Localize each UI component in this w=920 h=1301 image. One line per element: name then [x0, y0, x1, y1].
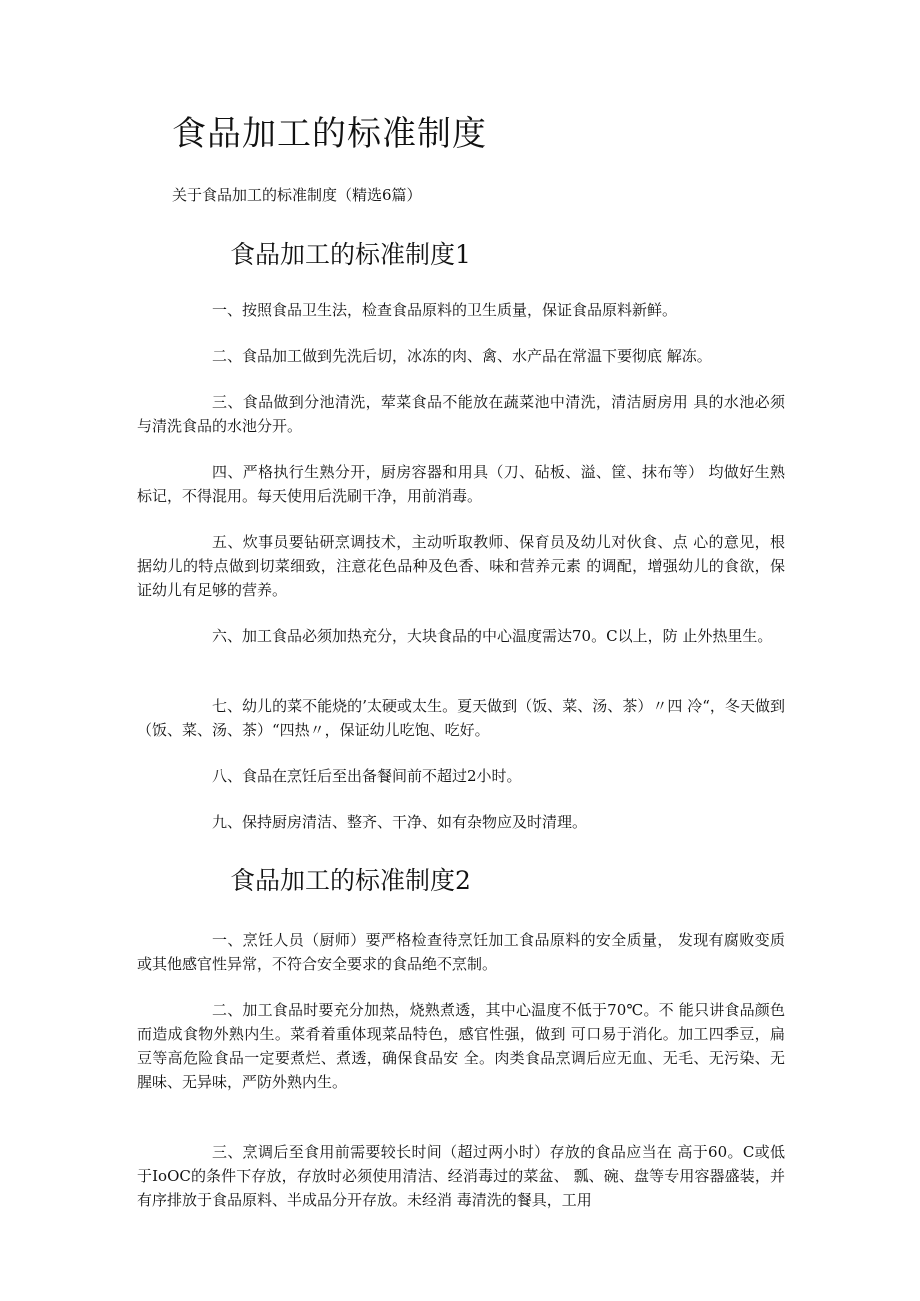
paragraph: 九、保持厨房清洁、整齐、干净、如有杂物应及时清理。 — [212, 813, 588, 831]
paragraph: 三、食品做到分池清洗，荤菜食品不能放在蔬菜池中清洗，清洁厨房用 具的水池必须与清洗食品的水池分开。 — [137, 393, 785, 435]
paragraph: 七、幼儿的菜不能烧的’太硬或太生。夏天做到（饭、菜、汤、茶）〃四 冷“，冬天做到（饭、菜、汤、茶）“四热〃，保证幼儿吃饱、吃好。 — [137, 697, 785, 739]
section-heading-2: 食品加工的标准制度2 — [230, 866, 471, 895]
paragraph: 二、食品加工做到先洗后切，冰冻的肉、禽、水产品在常温下要彻底 解冻。 — [212, 347, 712, 365]
section-heading-1: 食品加工的标准制度1 — [230, 240, 471, 269]
document-title: 食品加工的标准制度 — [172, 114, 487, 154]
paragraph: 六、加工食品必须加热充分，大块食品的中心温度需达70。C以上，防 止外热里生。 — [212, 627, 773, 645]
paragraph: 八、食品在烹饪后至出备餐间前不超过2小时。 — [212, 767, 522, 785]
document-subtitle: 关于食品加工的标准制度（精选6篇） — [172, 186, 422, 204]
paragraph: 二、加工食品时要充分加热，烧熟煮透，其中心温度不低于70℃。不 能只讲食品颜色而造成食物外熟内生。菜肴着重体现菜品特色，感官性强，做到 可口易于消化。加工四季豆，扁豆等高危险食品一定要煮烂、煮透，确保食品安 全。肉类食品烹调后应无血、无毛、无污染、无腥味、无异味，严防外熟内生。 — [137, 1001, 785, 1091]
paragraph: 一、烹饪人员（厨师）要严格检查待烹饪加工食品原料的安全质量， 发现有腐败变质或其他感官性异常，不符合安全要求的食品绝不烹制。 — [137, 931, 785, 973]
paragraph: 五、炊事员要钻研烹调技术，主动听取教师、保育员及幼儿对伙食、点 心的意见，根据幼儿的特点做到切菜细致，注意花色品种及色香、味和营养元素 的调配，增强幼儿的食欲，保证幼儿有足够的营养。 — [137, 533, 785, 599]
paragraph: 四、严格执行生熟分开，厨房容器和用具（刀、砧板、溢、筐、抹布等） 均做好生熟标记，不得混用。每天使用后洗刷干净，用前消毒。 — [137, 463, 785, 505]
paragraph: 三、烹调后至食用前需要较长时间（超过两小时）存放的食品应当在 高于60。C或低于IoOC的条件下存放，存放时必须使用清洁、经消毒过的菜盆、 瓢、碗、盘等专用容器盛装，并有序排放于食品原料、半成品分开存放。未经消 毒清洗的餐具，工用 — [137, 1143, 785, 1209]
paragraph: 一、按照食品卫生法，检查食品原料的卫生质量，保证食品原料新鲜。 — [212, 301, 678, 319]
